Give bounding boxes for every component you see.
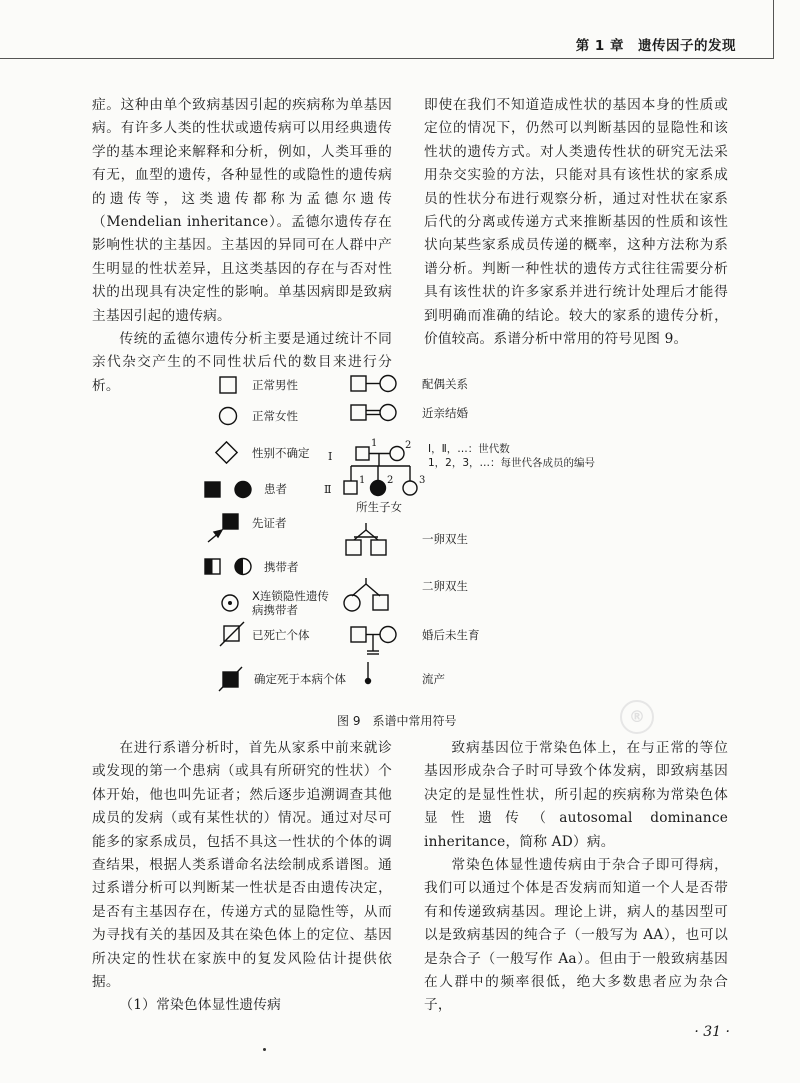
label-x-carrier-1: X连锁隐性遗传 [252, 589, 329, 603]
affected-female-circle [235, 482, 251, 498]
registered-watermark: ® [620, 700, 654, 734]
label-proband: 先证者 [252, 516, 287, 530]
label-died-of-disease: 确定死于本病个体 [254, 672, 346, 686]
abortion-dot [366, 679, 371, 684]
label-sex-unknown: 性别不确定 [252, 446, 310, 460]
dz-left-arm [352, 584, 366, 596]
consanguineous-square [351, 405, 366, 420]
no-offspring-square [351, 627, 366, 642]
pedigree-number: 1 [359, 475, 366, 486]
pedigree-I1-square [356, 447, 369, 460]
pedigree-number: 2 [405, 440, 412, 451]
pedigree-I2-circle [390, 447, 404, 461]
paragraph: 在进行系谱分析时，首先从家系中前来就诊或发现的第一个患病（或具有所研究的性状）个体开始，他也叫先证者；然后逐步追溯调查其他成员的发病（或有某性状的）情况。通过对尽可能多的家系成员，包括不具这一性状的个体的调查结果，根据人类系谱命名法绘制成系谱图。通过系谱分析可以判断某一性状是否由遗传决定，是否有主基因存在，传递方式的显隐性等，从而为寻找有关的基因及其在染色体上的定位、基因所决定的性状在家族中的复发风险估计提供依据。 [92, 740, 392, 991]
dz-twin-square [373, 595, 388, 610]
label-no-offspring: 婚后未生育 [422, 628, 480, 642]
no-offspring-circle [380, 627, 396, 643]
running-head: 第 1 章 遗传因子的发现 [575, 38, 736, 54]
deceased-square [224, 626, 239, 641]
label-generation-2: 1，2，3，…：每世代各成员的编号 [428, 457, 596, 469]
mz-twin-square-2 [371, 540, 386, 555]
pedigree-number: 1 [371, 438, 378, 449]
carrier-male-fill [205, 559, 213, 574]
affected-male-square [205, 482, 220, 497]
left-column-bottom [92, 737, 392, 1018]
label-normal-male: 正常男性 [252, 378, 298, 392]
label-x-carrier-2: 病携带者 [252, 603, 298, 617]
label-normal-female: 正常女性 [252, 409, 298, 423]
mz-twin-square-1 [346, 540, 361, 555]
pedigree-II3-circle [403, 481, 417, 495]
paragraph: 致病基因位于常染色体上，在与正常的等位基因形成杂合子时可导致个体发病，即致病基因决定的是显性性状，所引起的疾病称为常染色体显性遗传（autosomal dominance inheritance，简称 AD）病。 [424, 740, 728, 850]
label-dz-twins: 二卵双生 [422, 579, 468, 593]
proband-square [223, 514, 238, 529]
mz-left-arm [354, 530, 366, 540]
pedigree-II2-affected-circle [371, 481, 386, 496]
paragraph: 常染色体显性遗传病由于杂合子即可得病，我们可以通过个体是否发病而知道一个人是否带有和传递致病基因。理论上讲，病人的基因型可以是致病基因的纯合子（一般写为 AA），也可以是杂合子（一般写作 Aa）。但由于一般致病基因在人群中的频率很低，绝大多数患者应为杂合子， [424, 857, 728, 1014]
figure-caption: 图 9 系谱中常用符号 [337, 714, 457, 728]
page-number: · 31 · [694, 1024, 730, 1040]
label-mating: 配偶关系 [422, 377, 468, 391]
carrier-female-fill [235, 559, 243, 575]
sex-unknown-diamond [216, 442, 237, 463]
normal-female-circle [220, 408, 237, 425]
label-abortion: 流产 [422, 672, 445, 686]
label-deceased: 已死亡个体 [252, 628, 310, 642]
paragraph: 传统的孟德尔遗传分析主要是通过统计不同亲代杂交产生的不同性状后代的数目来进行分析。 [92, 331, 392, 394]
header-rule [0, 58, 774, 59]
mating-square [351, 376, 366, 391]
x-carrier-dot [228, 601, 232, 605]
label-generation-1: Ⅰ，Ⅱ，…：世代数 [428, 443, 510, 455]
label-offspring: 所生子女 [356, 500, 402, 514]
mz-right-arm [366, 530, 378, 540]
label-consanguineous: 近亲结婚 [422, 406, 468, 420]
section-heading: （1）常染色体显性遗传病 [119, 997, 282, 1014]
paragraph: 症。这种由单个致病基因引起的疾病称为单基因病。有许多人类的性状或遗传病可以用经典遗传学的基本理论来解释和分析，例如，人类耳垂的有无，血型的遗传，各种显性的或隐性的遗传病的遗传等，这类遗传都称为孟德尔遗传（Mendelian inheritance）。孟德尔遗传存在影响性状的主基因。主基因的异同可在人群中产生明显的性状差异，且这类基因的存在与否对性状的出现具有决定性的影响。单基因病即是致病主基因引起的遗传病。 [92, 97, 392, 324]
mating-circle [380, 376, 396, 392]
pedigree-generation-I: Ⅰ [328, 450, 333, 463]
left-column-top [92, 94, 392, 398]
header-vertical-rule [773, 0, 774, 59]
normal-male-square [220, 377, 236, 393]
pedigree-II1-square [344, 481, 357, 494]
pedigree-symbols-figure [196, 370, 626, 695]
pedigree-number: 2 [387, 475, 394, 486]
pedigree-generation-II: Ⅱ [324, 483, 332, 496]
right-column-bottom [424, 737, 728, 1018]
pedigree-number: 3 [419, 475, 426, 486]
dz-right-arm [366, 584, 380, 596]
paragraph: 即使在我们不知道造成性状的基因本身的性质或定位的情况下，仍然可以判断基因的显隐性和该性状的遗传方式。对人类遗传性状的研究无法采用杂交实验的方法，只能对具有该性状的家系成员的性状分布进行观察分析，通过对性状在家系后代的分离或传递方式来推断基因的性质和该性状向某些家系成员传递的概率，这种方法称为系谱分析。判断一种性状的遗传方式往往需要分析具有该性状的许多家系并进行统计处理后才能得到明确而准确的结论。较大的家系的遗传分析，价值较高。系谱分析中常用的符号见图 9。 [424, 97, 728, 348]
label-mz-twins: 一卵双生 [422, 532, 468, 546]
label-affected: 患者 [264, 482, 287, 496]
right-column-top [424, 94, 728, 351]
dz-twin-circle [344, 595, 360, 611]
label-carrier: 携带者 [264, 560, 299, 574]
print-speck [263, 1048, 266, 1051]
consanguineous-circle [380, 405, 396, 421]
